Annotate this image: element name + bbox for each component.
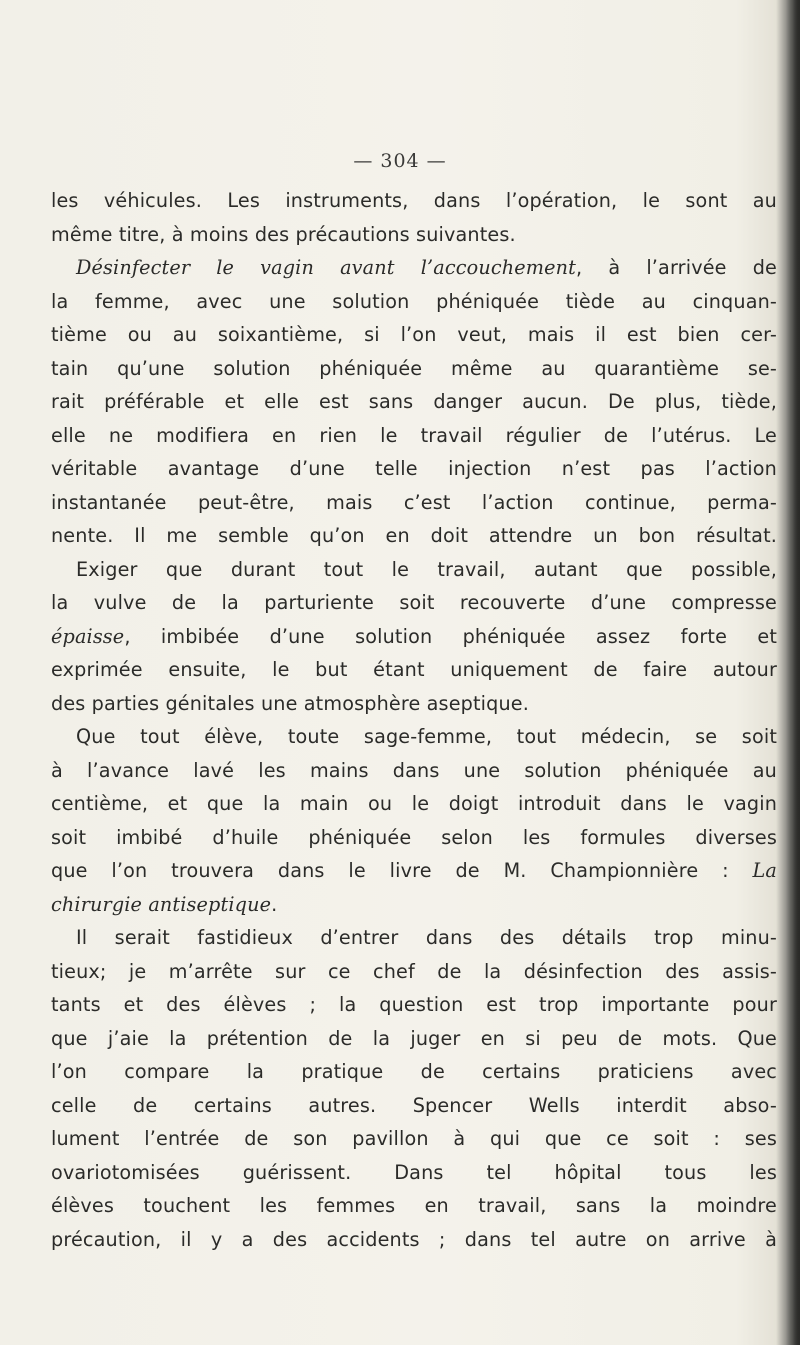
text-line: l’on compare la pratique de certains praticiens avec — [51, 1060, 777, 1083]
text-line: la femme, avec une solution phéniquée tiède au cinquan- — [51, 289, 777, 313]
text-line: véritable avantage d’une telle injection n’est pas l’action — [51, 457, 777, 480]
text-line: même titre, à moins des précautions suivantes. — [51, 222, 516, 246]
text-line: élèves touchent les femmes en travail, sans la moindre — [51, 1194, 777, 1217]
text-line: soit imbibé d’huile phéniquée selon les formules diverses — [51, 825, 777, 849]
body-text — [51, 184, 777, 1256]
text-line: elle ne modifiera en rien le travail régulier de l’utérus. Le — [51, 423, 777, 447]
text-line: que j’aie la prétention de la juger en si peu de mots. Que — [51, 1026, 777, 1050]
page-number: — 304 — — [353, 150, 447, 172]
text-line: tain qu’une solution phéniquée même au quarantième se- — [51, 356, 777, 380]
text-line: tants et des élèves ; la question est trop importante pour — [51, 993, 777, 1016]
text-line: exprimée ensuite, le but étant uniquement de faire autour — [51, 658, 777, 681]
text-line: ovariotomisées guérissent. Dans tel hôpital tous les — [51, 1160, 777, 1184]
page-edge-shadow — [786, 0, 800, 1345]
text-line: centième, et que la main ou le doigt introduit dans le vagin — [51, 792, 777, 815]
text-line: que l’on trouvera dans le livre de M. Championnière : La — [51, 859, 777, 882]
text-line: tieux; je m’arrête sur ce chef de la désinfection des assis- — [51, 959, 777, 983]
text-line: des parties génitales une atmosphère aseptique. — [51, 691, 529, 715]
text-line: celle de certains autres. Spencer Wells interdit abso- — [51, 1093, 777, 1117]
text-line: Il serait fastidieux d’entrer dans des détails trop minu- — [76, 926, 777, 949]
text-line: Que tout élève, toute sage-femme, tout médecin, se soit — [76, 725, 777, 748]
text-line: chirurgie antiseptique. — [51, 892, 278, 916]
text-line: nente. Il me semble qu’on en doit attendre un bon résultat. — [51, 524, 777, 547]
text-line: Exiger que durant tout le travail, autant que possible, — [76, 557, 777, 581]
text-line: instantanée peut-être, mais c’est l’action continue, perma- — [51, 490, 777, 514]
text-line: rait préférable et elle est sans danger aucun. De plus, tiède, — [51, 390, 777, 413]
text-line: les véhicules. Les instruments, dans l’opération, le sont au — [51, 189, 777, 212]
text-line: tième ou au soixantième, si l’on veut, mais il est bien cer- — [51, 323, 777, 346]
text-line: épaisse, imbibée d’une solution phéniquée assez forte et — [51, 624, 777, 648]
text-line: lument l’entrée de son pavillon à qui que ce soit : ses — [51, 1127, 777, 1150]
text-line: précaution, il y a des accidents ; dans tel autre on arrive à — [51, 1227, 777, 1251]
text-line: la vulve de la parturiente soit recouverte d’une compresse — [51, 591, 777, 614]
text-line: Désinfecter le vagin avant l’accouchement, à l’arrivée de — [76, 256, 777, 279]
text-line: à l’avance lavé les mains dans une solution phéniquée au — [51, 758, 777, 782]
